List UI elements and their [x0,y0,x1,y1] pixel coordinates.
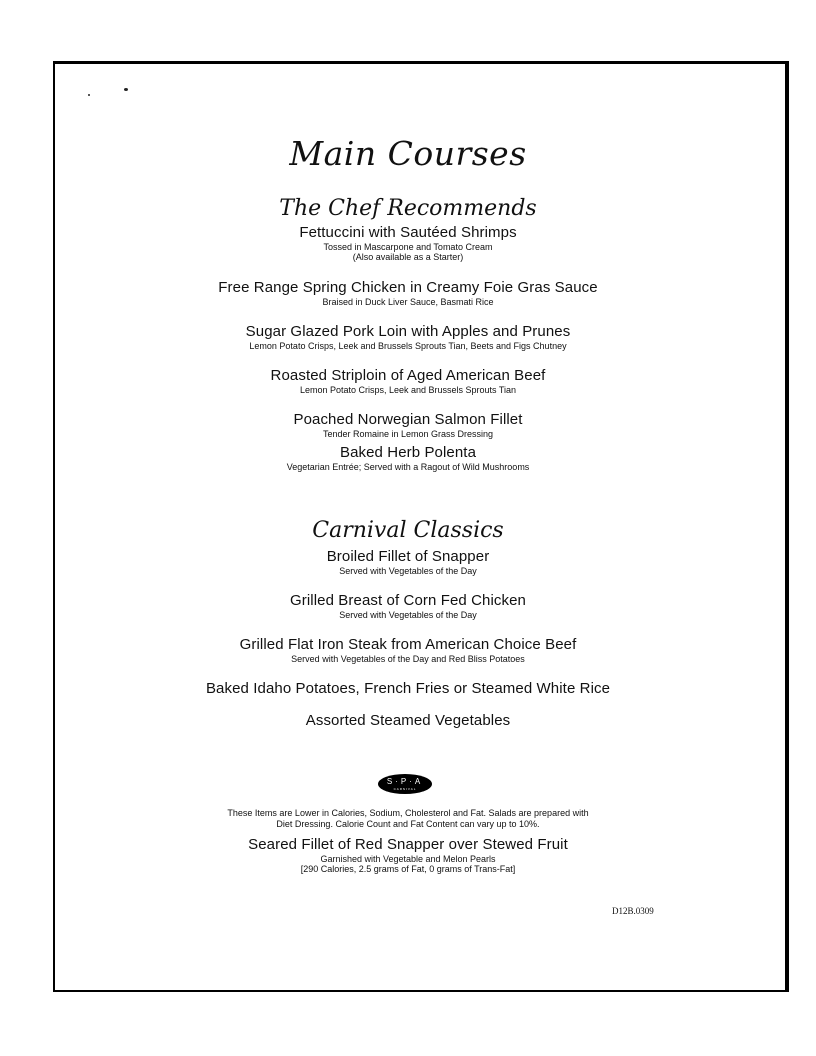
menu-item [0,713,816,728]
spa-logo-text: S·P·A [386,777,424,786]
menu-item-description: Served with Vegetables of the Day and Red Bliss Potatoes [291,654,525,664]
menu-item [0,549,816,576]
menu-item-description: [290 Calories, 2.5 grams of Fat, 0 grams of Trans-Fat] [300,864,516,875]
menu-item-description: (Also available as a Starter) [352,252,464,263]
menu-item [0,637,816,664]
menu-item [0,593,816,620]
menu-item-name: Grilled Flat Iron Steak from American Choice Beef [239,636,577,653]
menu-item-name: Seared Fillet of Red Snapper over Stewed Fruit [248,836,568,853]
section-heading-carnival-classics: Carnival Classics [312,518,504,543]
menu-item [0,368,816,395]
menu-item-name: Assorted Steamed Vegetables [305,712,511,729]
menu-item-name: Broiled Fillet of Snapper [326,548,490,565]
menu-item-description: Vegetarian Entrée; Served with a Ragout of Wild Mushrooms [286,462,530,472]
menu-item-name: Free Range Spring Chicken in Creamy Foie Gras Sauce [218,279,598,296]
menu-item [0,412,816,439]
menu-item-description: Tossed in Mascarpone and Tomato Cream [323,242,493,252]
spa-note-line: Diet Dressing. Calorie Count and Fat Content can vary up to 10%. [276,819,540,830]
menu-item [0,445,816,472]
section-heading-chef-recommends: The Chef Recommends [279,196,537,221]
menu-item-name: Sugar Glazed Pork Loin with Apples and Prunes [245,323,571,340]
scan-speck [88,94,90,96]
menu-item-description: Lemon Potato Crisps, Leek and Brussels Sprouts Tian [299,385,517,395]
spa-menu-item [0,837,816,875]
menu-item-description: Braised in Duck Liver Sauce, Basmati Rice [322,297,494,307]
scan-speck [124,88,128,91]
menu-item-name: Poached Norwegian Salmon Fillet [293,411,523,428]
menu-item-description: Tender Romaine in Lemon Grass Dressing [322,429,494,439]
menu-item-name: Grilled Breast of Corn Fed Chicken [290,592,526,609]
page-title: Main Courses [289,134,527,173]
menu-item-description: Served with Vegetables of the Day [339,566,477,576]
menu-item [0,324,816,351]
menu-item-name: Baked Herb Polenta [339,444,477,461]
menu-item-description: Garnished with Vegetable and Melon Pearls [320,854,496,864]
spa-note-line: These Items are Lower in Calories, Sodium, Cholesterol and Fat. Salads are prepared with [227,808,589,818]
menu-item-name: Fettuccini with Sautéed Shrimps [299,224,517,241]
menu-code: D12B.0309 [612,906,654,916]
menu-item [0,681,816,696]
spa-logo [378,774,432,794]
menu-item-description: Lemon Potato Crisps, Leek and Brussels Sprouts Tian, Beets and Figs Chutney [249,341,567,351]
menu-item-name: Baked Idaho Potatoes, French Fries or Steamed White Rice [205,680,611,697]
menu-item-name: Roasted Striploin of Aged American Beef [270,367,546,384]
spa-note [0,808,816,831]
menu-item-description: Served with Vegetables of the Day [339,610,477,620]
menu-item [0,280,816,307]
menu-item [0,225,816,263]
spa-logo-subtext: CARNIVAL [393,787,417,791]
